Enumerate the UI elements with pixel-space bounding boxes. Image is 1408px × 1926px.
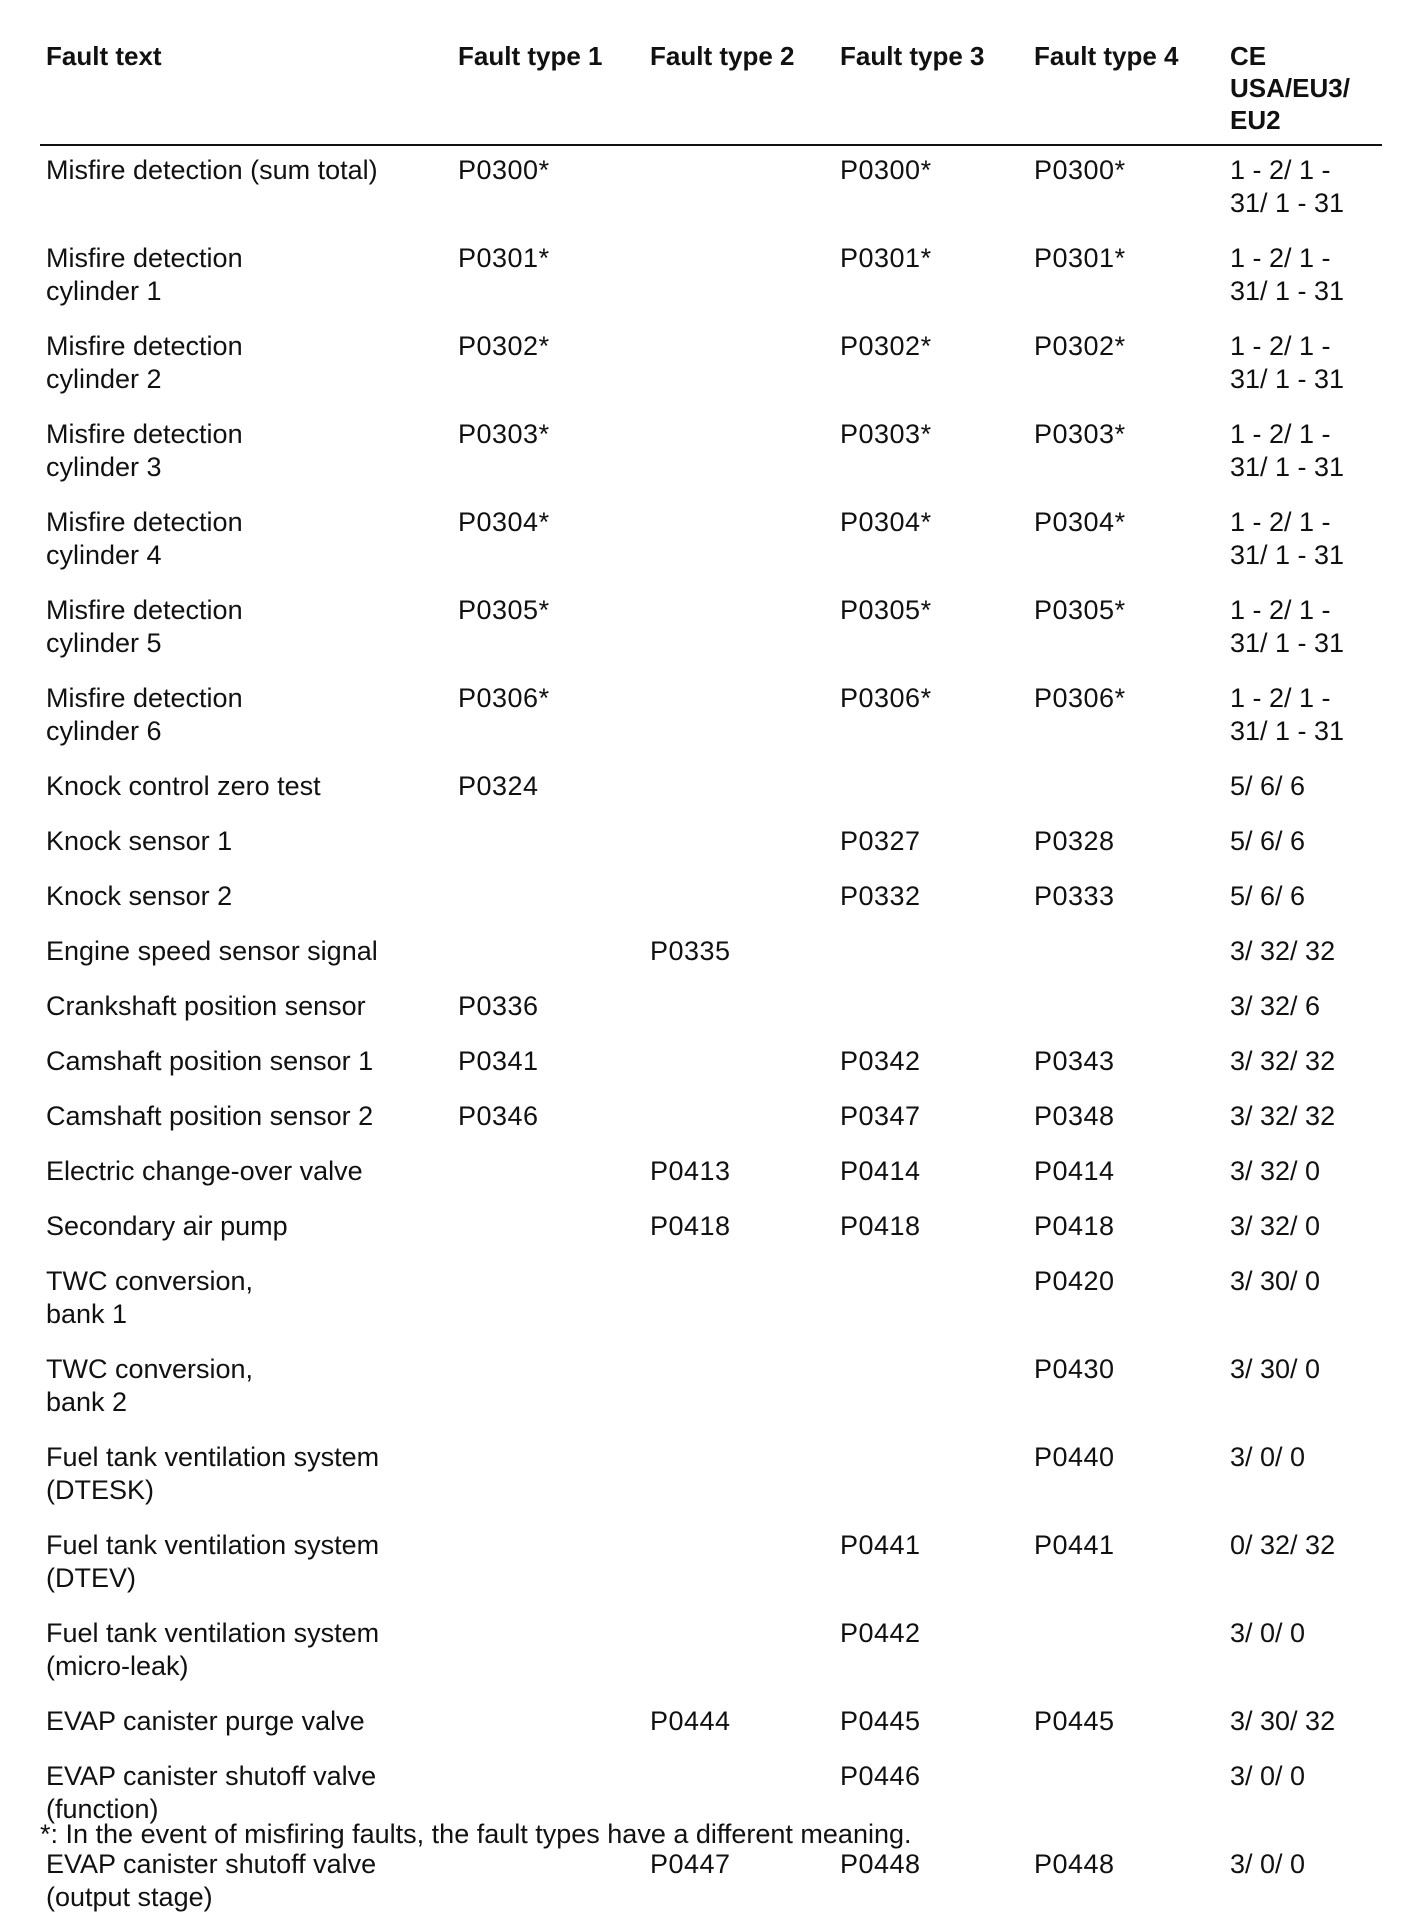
ce-line: 3/ 0/ 0: [1230, 1849, 1306, 1879]
table-row: [40, 320, 1382, 408]
table-row: [40, 1090, 1382, 1145]
header-ce-line: EU2: [1230, 105, 1281, 135]
fault-type-4-cell: P0300*: [1034, 155, 1126, 185]
fault-type-1-cell: P0346: [458, 1101, 539, 1131]
fault-text-cell: [40, 1607, 452, 1695]
fault-text-cell: [40, 1838, 452, 1926]
fault-type-2-cell: [644, 760, 834, 815]
ce-cell: [1224, 232, 1382, 320]
ce-cell: [1224, 1519, 1382, 1607]
fault-text-line: Engine speed sensor signal: [46, 936, 378, 966]
ce-line: 3/ 0/ 0: [1230, 1442, 1306, 1472]
table-row: [40, 1035, 1382, 1090]
fault-type-2-cell: [644, 1431, 834, 1519]
ce-line: 3/ 30/ 32: [1230, 1706, 1336, 1736]
ce-cell: [1224, 1431, 1382, 1519]
fault-text-cell: [40, 320, 452, 408]
ce-cell: [1224, 1255, 1382, 1343]
table-row: [40, 408, 1382, 496]
fault-text-line: Fuel tank ventilation system: [46, 1442, 380, 1472]
fault-text-cell: [40, 408, 452, 496]
fault-type-1-cell: [452, 1695, 644, 1750]
fault-type-3-cell: P0448: [840, 1849, 921, 1879]
ce-line: 3/ 32/ 32: [1230, 936, 1336, 966]
fault-text-cell: [40, 145, 452, 232]
fault-text-cell: [40, 1145, 452, 1200]
fault-type-2-cell: [644, 145, 834, 232]
fault-text-cell: [40, 980, 452, 1035]
fault-text-line: bank 2: [46, 1387, 128, 1417]
ce-line: 3/ 32/ 6: [1230, 991, 1321, 1021]
fault-type-3-cell: P0446: [840, 1761, 921, 1791]
fault-type-4-cell: P0343: [1034, 1046, 1115, 1076]
ce-cell: [1224, 1343, 1382, 1431]
fault-type-3-cell: P0332: [840, 881, 921, 911]
fault-type-1-cell: [452, 1607, 644, 1695]
fault-type-4-cell: P0303*: [1034, 419, 1126, 449]
table-row: [40, 1838, 1382, 1926]
fault-type-1-cell: [452, 870, 644, 925]
fault-type-4-cell: [1028, 1750, 1224, 1838]
fault-type-2-cell: [644, 1090, 834, 1145]
fault-type-3-cell: P0414: [840, 1156, 921, 1186]
ce-line: 3/ 32/ 0: [1230, 1156, 1321, 1186]
table-row: [40, 145, 1382, 232]
header-ce-line: CE: [1230, 41, 1267, 71]
ce-cell: [1224, 1695, 1382, 1750]
fault-text-line: Secondary air pump: [46, 1211, 288, 1241]
table-row: [40, 672, 1382, 760]
fault-type-2-cell: P0418: [650, 1211, 731, 1241]
fault-type-3-cell: P0442: [840, 1618, 921, 1648]
ce-cell: [1224, 1145, 1382, 1200]
fault-type-1-cell: P0341: [458, 1046, 539, 1076]
fault-text-cell: [40, 870, 452, 925]
fault-type-1-cell: P0336: [458, 991, 539, 1021]
table-row: [40, 980, 1382, 1035]
fault-text-line: cylinder 1: [46, 276, 162, 306]
header-fault-type-1: Fault type 1: [452, 40, 644, 145]
fault-type-2-cell: [644, 1255, 834, 1343]
fault-text-line: bank 1: [46, 1299, 128, 1329]
fault-text-cell: [40, 232, 452, 320]
fault-text-line: (DTESK): [46, 1475, 154, 1505]
fault-type-2-cell: [644, 232, 834, 320]
ce-cell: [1224, 870, 1382, 925]
fault-type-1-cell: [452, 1838, 644, 1926]
header-fault-type-2: Fault type 2: [644, 40, 834, 145]
fault-type-3-cell: P0445: [840, 1706, 921, 1736]
ce-cell: [1224, 1090, 1382, 1145]
fault-type-1-cell: P0302*: [458, 331, 550, 361]
fault-type-1-cell: [452, 1431, 644, 1519]
fault-type-2-cell: [644, 980, 834, 1035]
ce-line: 1 - 2/ 1 -: [1230, 331, 1331, 361]
fault-text-line: cylinder 6: [46, 716, 162, 746]
fault-text-line: Misfire detection: [46, 419, 243, 449]
fault-text-line: Misfire detection: [46, 331, 243, 361]
header-fault-type-4: Fault type 4: [1028, 40, 1224, 145]
fault-type-3-cell: P0342: [840, 1046, 921, 1076]
ce-cell: [1224, 1200, 1382, 1255]
fault-type-3-cell: P0441: [840, 1530, 921, 1560]
fault-type-4-cell: P0348: [1034, 1101, 1115, 1131]
fault-type-3-cell: [834, 760, 1028, 815]
table-row: [40, 1145, 1382, 1200]
fault-type-3-cell: P0327: [840, 826, 921, 856]
ce-line: 31/ 1 - 31: [1230, 716, 1345, 746]
ce-cell: [1224, 145, 1382, 232]
table-row: [40, 815, 1382, 870]
fault-type-4-cell: P0440: [1034, 1442, 1115, 1472]
fault-type-3-cell: [834, 925, 1028, 980]
fault-type-3-cell: P0300*: [840, 155, 932, 185]
fault-text-cell: [40, 496, 452, 584]
table-row: [40, 496, 1382, 584]
fault-text-line: (micro-leak): [46, 1651, 189, 1681]
fault-type-4-cell: [1028, 1607, 1224, 1695]
table-row: [40, 1607, 1382, 1695]
ce-line: 31/ 1 - 31: [1230, 188, 1345, 218]
fault-text-line: (DTEV): [46, 1563, 136, 1593]
fault-text-cell: [40, 760, 452, 815]
fault-text-line: Camshaft position sensor 1: [46, 1046, 374, 1076]
fault-type-4-cell: P0304*: [1034, 507, 1126, 537]
table-row: [40, 925, 1382, 980]
ce-cell: [1224, 1607, 1382, 1695]
ce-line: 31/ 1 - 31: [1230, 452, 1345, 482]
fault-text-line: Knock sensor 2: [46, 881, 233, 911]
ce-cell: [1224, 1035, 1382, 1090]
fault-text-cell: [40, 925, 452, 980]
fault-type-2-cell: [644, 408, 834, 496]
fault-text-line: Knock sensor 1: [46, 826, 233, 856]
fault-type-4-cell: P0430: [1034, 1354, 1115, 1384]
fault-type-2-cell: [644, 870, 834, 925]
fault-type-1-cell: [452, 925, 644, 980]
table-header: [40, 40, 1382, 145]
fault-type-4-cell: P0418: [1034, 1211, 1115, 1241]
ce-line: 3/ 32/ 32: [1230, 1101, 1336, 1131]
table-row: [40, 760, 1382, 815]
ce-cell: [1224, 584, 1382, 672]
ce-line: 1 - 2/ 1 -: [1230, 507, 1331, 537]
ce-line: 1 - 2/ 1 -: [1230, 595, 1331, 625]
ce-line: 5/ 6/ 6: [1230, 826, 1306, 856]
fault-type-2-cell: P0335: [650, 936, 731, 966]
fault-type-3-cell: P0301*: [840, 243, 932, 273]
fault-text-cell: [40, 1090, 452, 1145]
fault-type-3-cell: [834, 980, 1028, 1035]
fault-type-4-cell: P0333: [1034, 881, 1115, 911]
fault-type-1-cell: [452, 1145, 644, 1200]
fault-type-1-cell: P0300*: [458, 155, 550, 185]
ce-cell: [1224, 760, 1382, 815]
table-row: [40, 1200, 1382, 1255]
fault-type-4-cell: P0420: [1034, 1266, 1115, 1296]
ce-line: 31/ 1 - 31: [1230, 364, 1345, 394]
fault-type-3-cell: P0306*: [840, 683, 932, 713]
fault-type-1-cell: P0305*: [458, 595, 550, 625]
fault-type-4-cell: P0414: [1034, 1156, 1115, 1186]
fault-text-cell: [40, 1200, 452, 1255]
ce-line: 3/ 30/ 0: [1230, 1266, 1321, 1296]
fault-type-3-cell: [834, 1343, 1028, 1431]
ce-line: 1 - 2/ 1 -: [1230, 243, 1331, 273]
header-fault-type-3: Fault type 3: [834, 40, 1028, 145]
fault-text-line: Electric change-over valve: [46, 1156, 363, 1186]
fault-text-cell: [40, 672, 452, 760]
ce-cell: [1224, 815, 1382, 870]
fault-text-cell: [40, 1255, 452, 1343]
fault-type-4-cell: P0328: [1034, 826, 1115, 856]
fault-type-4-cell: [1028, 980, 1224, 1035]
fault-text-line: Crankshaft position sensor: [46, 991, 366, 1021]
fault-text-line: Misfire detection (sum total): [46, 155, 378, 185]
fault-text-cell: [40, 815, 452, 870]
fault-type-2-cell: P0447: [650, 1849, 731, 1879]
fault-text-line: Misfire detection: [46, 507, 243, 537]
fault-type-1-cell: [452, 1255, 644, 1343]
fault-type-2-cell: [644, 320, 834, 408]
fault-type-1-cell: P0303*: [458, 419, 550, 449]
table-row: [40, 1431, 1382, 1519]
header-fault-text: Fault text: [40, 40, 452, 145]
fault-text-line: Knock control zero test: [46, 771, 321, 801]
fault-text-line: Fuel tank ventilation system: [46, 1618, 380, 1648]
header-ce-line: USA/EU3/: [1230, 73, 1350, 103]
fault-text-line: Misfire detection: [46, 683, 243, 713]
fault-type-3-cell: [834, 1255, 1028, 1343]
fault-type-2-cell: [644, 496, 834, 584]
ce-line: 3/ 0/ 0: [1230, 1618, 1306, 1648]
fault-type-3-cell: [834, 1431, 1028, 1519]
fault-type-3-cell: P0305*: [840, 595, 932, 625]
ce-line: 1 - 2/ 1 -: [1230, 155, 1331, 185]
fault-type-3-cell: P0304*: [840, 507, 932, 537]
fault-text-line: (function): [46, 1794, 159, 1824]
table-body: [40, 145, 1382, 1926]
footnote: *: In the event of misfiring faults, the fault types have a different meaning.: [40, 1819, 912, 1849]
fault-text-line: Fuel tank ventilation system: [46, 1530, 380, 1560]
fault-type-2-cell: [644, 1035, 834, 1090]
fault-type-4-cell: [1028, 925, 1224, 980]
header-row: [40, 40, 1382, 145]
fault-text-cell: [40, 1695, 452, 1750]
ce-line: 0/ 32/ 32: [1230, 1530, 1336, 1560]
fault-text-line: (output stage): [46, 1882, 213, 1912]
fault-text-cell: [40, 584, 452, 672]
ce-line: 1 - 2/ 1 -: [1230, 419, 1331, 449]
ce-line: 5/ 6/ 6: [1230, 881, 1306, 911]
table-row: [40, 232, 1382, 320]
fault-type-2-cell: [644, 584, 834, 672]
fault-type-2-cell: [644, 815, 834, 870]
fault-type-4-cell: [1028, 760, 1224, 815]
fault-type-1-cell: P0304*: [458, 507, 550, 537]
ce-cell: [1224, 1750, 1382, 1838]
fault-text-line: EVAP canister shutoff valve: [46, 1761, 377, 1791]
ce-line: 5/ 6/ 6: [1230, 771, 1306, 801]
fault-text-line: cylinder 5: [46, 628, 162, 658]
fault-type-3-cell: P0347: [840, 1101, 921, 1131]
ce-line: 31/ 1 - 31: [1230, 540, 1345, 570]
fault-type-1-cell: P0301*: [458, 243, 550, 273]
fault-type-1-cell: [452, 815, 644, 870]
fault-text-line: Misfire detection: [46, 595, 243, 625]
fault-text-line: Camshaft position sensor 2: [46, 1101, 374, 1131]
fault-type-4-cell: P0302*: [1034, 331, 1126, 361]
fault-text-line: TWC conversion,: [46, 1354, 254, 1384]
fault-text-cell: [40, 1035, 452, 1090]
table-row: [40, 1519, 1382, 1607]
fault-type-3-cell: P0302*: [840, 331, 932, 361]
fault-type-4-cell: P0306*: [1034, 683, 1126, 713]
fault-type-2-cell: [644, 1343, 834, 1431]
ce-line: 3/ 30/ 0: [1230, 1354, 1321, 1384]
fault-text-line: TWC conversion,: [46, 1266, 254, 1296]
fault-type-1-cell: P0324: [458, 771, 539, 801]
fault-type-2-cell: [644, 672, 834, 760]
document-page: [40, 40, 1380, 1926]
fault-text-line: cylinder 3: [46, 452, 162, 482]
fault-type-4-cell: P0445: [1034, 1706, 1115, 1736]
fault-text-line: cylinder 4: [46, 540, 162, 570]
ce-cell: [1224, 496, 1382, 584]
table-row: [40, 1695, 1382, 1750]
fault-type-1-cell: P0306*: [458, 683, 550, 713]
ce-line: 3/ 32/ 32: [1230, 1046, 1336, 1076]
fault-text-cell: [40, 1343, 452, 1431]
fault-type-1-cell: [452, 1200, 644, 1255]
ce-cell: [1224, 925, 1382, 980]
table-row: [40, 870, 1382, 925]
fault-type-3-cell: P0418: [840, 1211, 921, 1241]
table-row: [40, 584, 1382, 672]
fault-type-2-cell: [644, 1519, 834, 1607]
header-ce: [1224, 40, 1382, 145]
fault-type-1-cell: [452, 1343, 644, 1431]
fault-type-4-cell: P0448: [1034, 1849, 1115, 1879]
ce-line: 1 - 2/ 1 -: [1230, 683, 1331, 713]
fault-type-2-cell: [644, 1607, 834, 1695]
fault-text-line: Misfire detection: [46, 243, 243, 273]
ce-cell: [1224, 672, 1382, 760]
fault-type-1-cell: [452, 1519, 644, 1607]
ce-cell: [1224, 320, 1382, 408]
ce-line: 31/ 1 - 31: [1230, 276, 1345, 306]
fault-type-2-cell: P0444: [650, 1706, 731, 1736]
table-row: [40, 1255, 1382, 1343]
ce-cell: [1224, 980, 1382, 1035]
ce-cell: [1224, 1838, 1382, 1926]
fault-text-cell: [40, 1519, 452, 1607]
fault-type-4-cell: P0441: [1034, 1530, 1115, 1560]
fault-type-4-cell: P0301*: [1034, 243, 1126, 273]
fault-code-table: [40, 40, 1382, 1926]
fault-text-line: EVAP canister purge valve: [46, 1706, 365, 1736]
fault-text-line: EVAP canister shutoff valve: [46, 1849, 377, 1879]
ce-line: 31/ 1 - 31: [1230, 628, 1345, 658]
ce-line: 3/ 32/ 0: [1230, 1211, 1321, 1241]
fault-text-line: cylinder 2: [46, 364, 162, 394]
fault-type-4-cell: P0305*: [1034, 595, 1126, 625]
ce-line: 3/ 0/ 0: [1230, 1761, 1306, 1791]
fault-text-cell: [40, 1431, 452, 1519]
fault-type-2-cell: P0413: [650, 1156, 731, 1186]
ce-cell: [1224, 408, 1382, 496]
fault-type-3-cell: P0303*: [840, 419, 932, 449]
table-row: [40, 1343, 1382, 1431]
